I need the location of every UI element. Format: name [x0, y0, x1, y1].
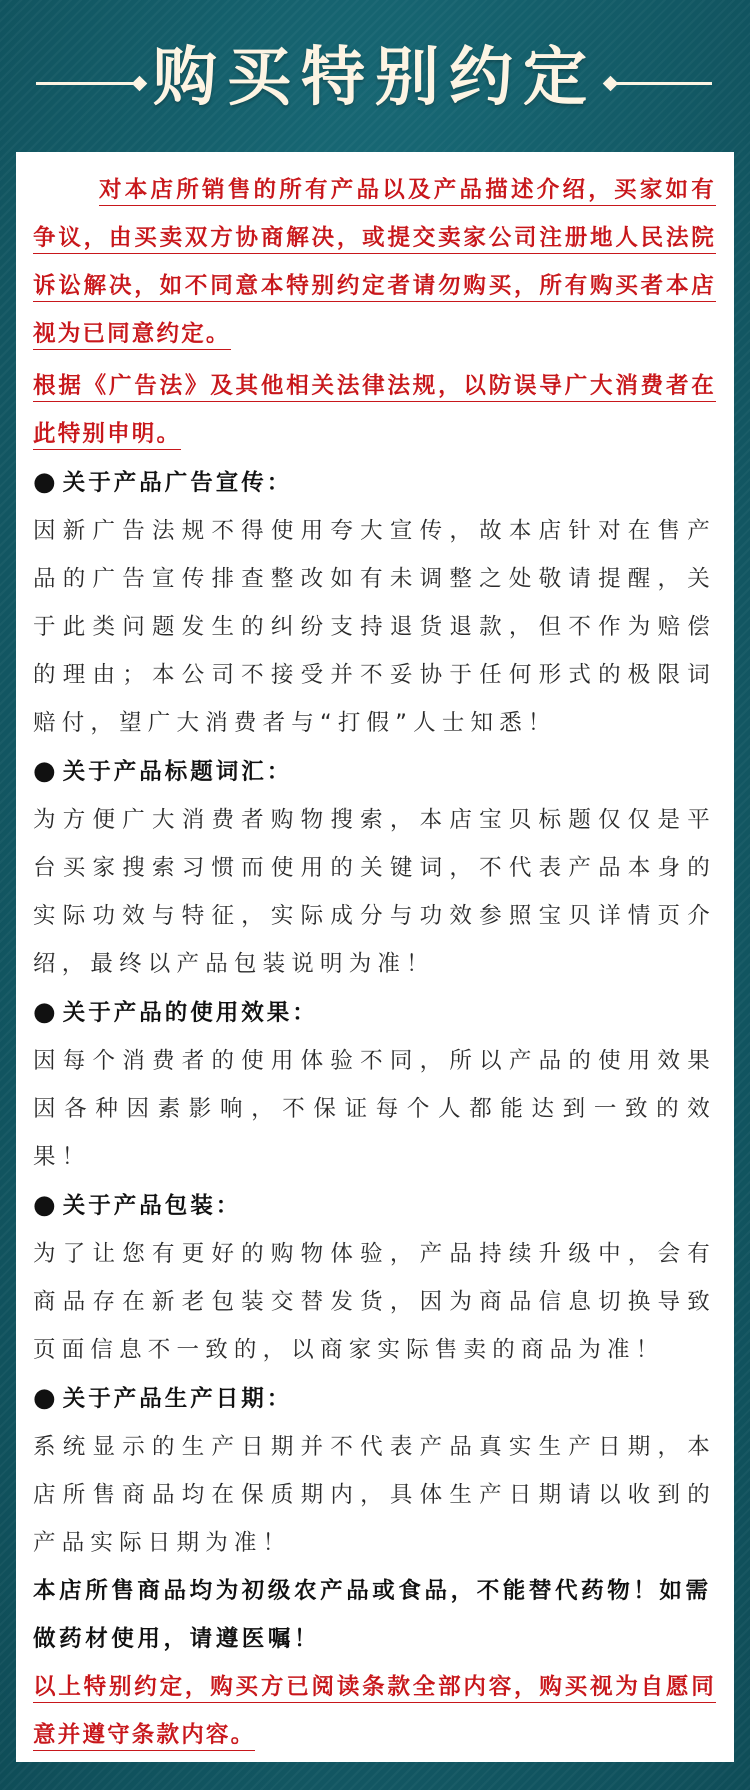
section-advertising	[33, 458, 716, 747]
section-body: 因每个消费者的使用体验不同，所以产品的使用效果因各种因素影响，不保证每个人都能达到一致的效果！	[33, 1048, 716, 1170]
section-body: 为了让您有更好的购物体验，产品持续升级中，会有商品存在新老包装交替发货，因为商品信息切换导致页面信息不一致的，以商家实际售卖的商品为准！	[33, 1241, 716, 1363]
section-title-keywords	[33, 747, 716, 988]
section-packaging	[33, 1181, 716, 1374]
medicine-disclaimer: 本店所售商品均为初级农产品或食品，不能替代药物！如需做药材使用，请遵医嘱！	[33, 1578, 712, 1652]
bullet-icon: ●	[33, 756, 59, 786]
bullet-icon: ●	[33, 997, 59, 1027]
section-body: 系统显示的生产日期并不代表产品真实生产日期，本店所售商品均在保质期内，具体生产日期请以收到的产品实际日期为准！	[33, 1434, 716, 1556]
section-heading-text: 关于产品的使用效果：	[62, 1000, 318, 1026]
agreement-notice	[33, 1663, 716, 1759]
section-production-date	[33, 1374, 716, 1567]
section-body: 为方便广大消费者购物搜索，本店宝贝标题仅仅是平台买家搜索习惯而使用的关键词，不代表产品本身的实际功效与特征，实际成分与功效参照宝贝详情页介绍，最终以产品包装说明为准！	[33, 807, 716, 977]
law-notice	[33, 362, 716, 458]
section-body: 因新广告法规不得使用夸大宣传，故本店针对在售产品的广告宣传排查整改如有未调整之处敬请提醒，关于此类问题发生的纠纷支持退货退款，但不作为赔偿的理由；本公司不接受并不妥协于任何形式的极限词赔付，望广大消费者与“打假”人士知悉！	[33, 518, 716, 736]
section-heading	[33, 458, 716, 507]
bullet-icon: ●	[33, 1190, 59, 1220]
section-heading-text: 关于产品包装：	[62, 1193, 242, 1219]
section-heading	[33, 747, 716, 796]
header-banner	[0, 0, 750, 150]
page-title: 购买特别约定	[153, 40, 597, 115]
notice-card	[16, 152, 734, 1762]
section-heading-text: 关于产品广告宣传：	[62, 470, 293, 496]
section-heading	[33, 1181, 716, 1230]
bullet-icon: ●	[33, 1383, 59, 1413]
law-notice-text: 根据《广告法》及其他相关法律法规，以防误导广大消费者在此特别申明。	[33, 373, 716, 450]
bullet-icon: ●	[33, 467, 59, 497]
intro-notice	[33, 166, 716, 358]
section-heading	[33, 988, 716, 1037]
section-usage-effect	[33, 988, 716, 1181]
section-heading-text: 关于产品标题词汇：	[62, 759, 293, 785]
section-heading-text: 关于产品生产日期：	[62, 1386, 293, 1412]
title-ornament-line-right	[612, 82, 712, 85]
agreement-notice-text: 以上特别约定，购买方已阅读条款全部内容，购买视为自愿同意并遵守条款内容。	[33, 1674, 716, 1751]
section-heading	[33, 1374, 716, 1423]
intro-notice-text: 对本店所销售的所有产品以及产品描述介绍，买家如有争议，由买卖双方协商解决，或提交卖家公司注册地人民法院诉讼解决，如不同意本特别约定者请勿购买，所有购买者本店视为已同意约定。	[33, 177, 716, 350]
